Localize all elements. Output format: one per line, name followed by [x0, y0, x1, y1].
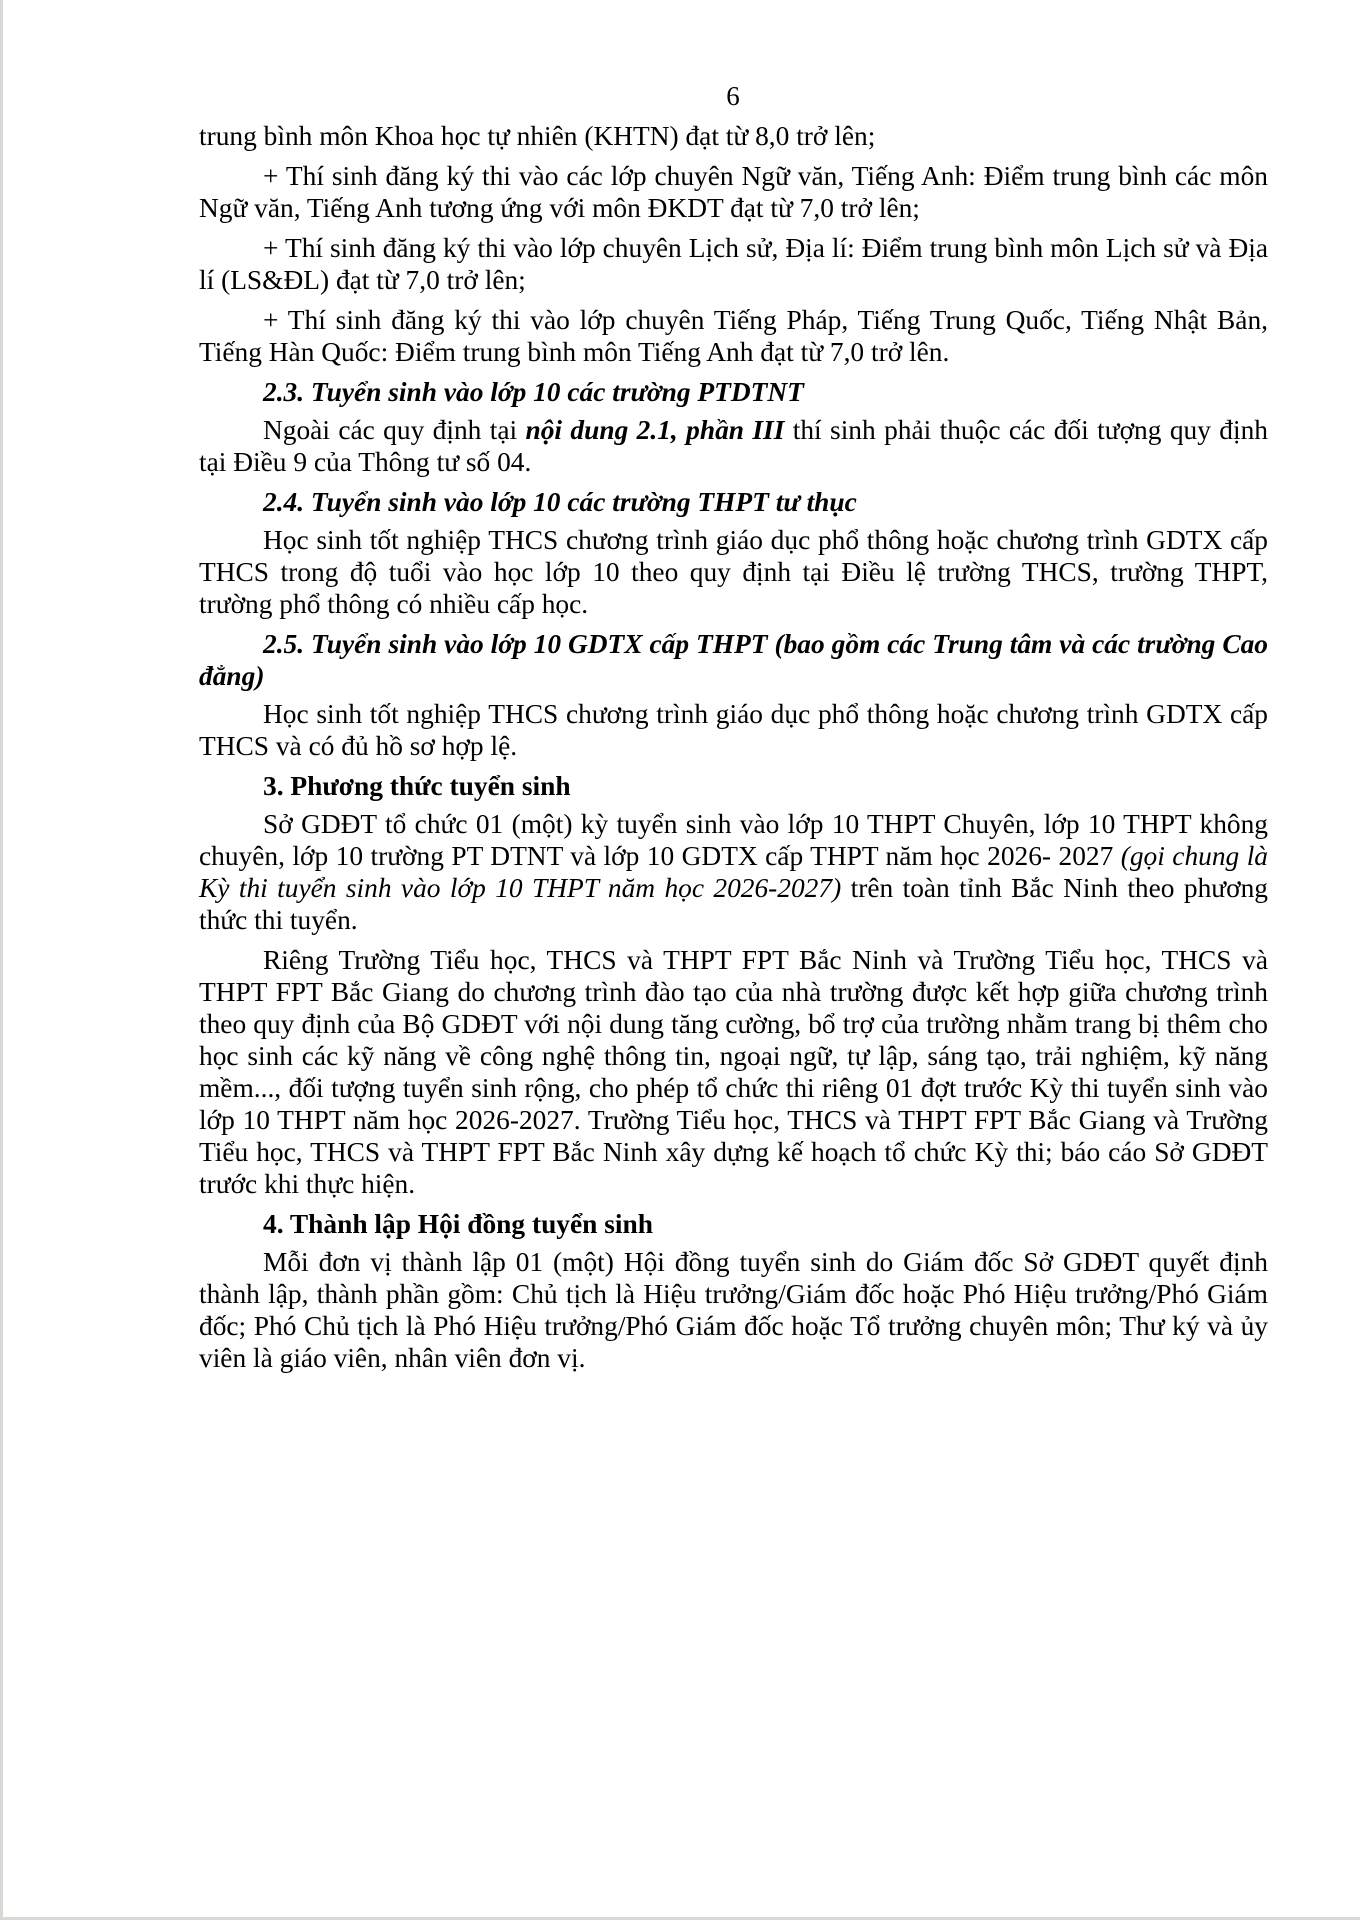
paragraph-fpt-schools: Riêng Trường Tiểu học, THCS và THPT FPT Bắc Ninh và Trường Tiểu học, THCS và THPT FPT Bắc Giang do chương trình đào tạo của nhà trường được kết hợp giữa chương trình theo quy định của Bộ GDĐT với nội dung tăng cường, bổ trợ của trường nhằm trang bị thêm cho học sinh các kỹ năng về công nghệ thông tin, ngoại ngữ, tự lập, sáng tạo, trải nghiệm, kỹ năng mềm..., đối tượng tuyển sinh rộng, cho phép tổ chức thi riêng 01 đợt trước Kỳ thi tuyển sinh vào lớp 10 THPT năm học 2026-2027. Trường Tiểu học, THCS và THPT FPT Bắc Giang và Trường Tiểu học, THCS và THPT FPT Bắc Ninh xây dựng kế hoạch tổ chức Kỳ thi; báo cáo Sở GDĐT trước khi thực hiện. — [199, 945, 1268, 1199]
paragraph-text: Ngoài các quy định tại — [263, 415, 526, 445]
heading-2-4-private-schools: 2.4. Tuyển sinh vào lớp 10 các trường THPT tư thục — [263, 487, 857, 517]
paragraph-text: trên toàn tỉnh Bắc Ninh theo phương thức thi tuyển. — [199, 873, 1268, 935]
heading-2-5-gdtx: 2.5. Tuyển sinh vào lớp 10 GDTX cấp THPT (bao gồm các Trung tâm và các trường Cao đẳng) — [199, 629, 1268, 691]
paragraph-criteria-history-geography: + Thí sinh đăng ký thi vào lớp chuyên Lịch sử, Địa lí: Điểm trung bình môn Lịch sử và Địa lí (LS&ĐL) đạt từ 7,0 trở lên; — [199, 233, 1268, 295]
document-body — [199, 120, 1268, 1382]
paragraph-khtn-continuation: trung bình môn Khoa học tự nhiên (KHTN) đạt từ 8,0 trở lên; — [199, 121, 876, 151]
paragraph-ptdtnt-requirements — [199, 414, 1268, 478]
paragraph-criteria-literature-english: + Thí sinh đăng ký thi vào các lớp chuyên Ngữ văn, Tiếng Anh: Điểm trung bình các môn Ngữ văn, Tiếng Anh tương ứng với môn ĐKDT đạt từ 7,0 trở lên; — [199, 161, 1268, 223]
paragraph-criteria-foreign-languages: + Thí sinh đăng ký thi vào lớp chuyên Tiếng Pháp, Tiếng Trung Quốc, Tiếng Nhật Bản, Tiếng Hàn Quốc: Điểm trung bình môn Tiếng Anh đạt từ 7,0 trở lên. — [199, 305, 1268, 367]
emphasis-exam-name: (gọi chung là Kỳ thi tuyển sinh vào lớp 10 THPT năm học 2026-2027) — [199, 841, 1268, 903]
paragraph-private-schools: Học sinh tốt nghiệp THCS chương trình giáo dục phổ thông hoặc chương trình GDTX cấp THCS trong độ tuổi vào học lớp 10 theo quy định tại Điều lệ trường THCS, trường THPT, trường phổ thông có nhiều cấp học. — [199, 525, 1268, 619]
heading-3-admission-method: 3. Phương thức tuyển sinh — [263, 771, 571, 801]
paragraph-text: Sở GDĐT tổ chức 01 (một) kỳ tuyển sinh vào lớp 10 THPT Chuyên, lớp 10 THPT không chuyên, lớp 10 trường PT DTNT và lớp 10 GDTX cấp THPT năm học 2026- 2027 — [199, 809, 1268, 871]
paragraph-admission-method — [199, 808, 1268, 936]
page-number: 6 — [726, 81, 740, 111]
paragraph-text: thí sinh phải thuộc các đối tượng quy định tại Điều 9 của Thông tư số 04. — [199, 415, 1268, 477]
heading-2-3-ptdtnt: 2.3. Tuyển sinh vào lớp 10 các trường PTDTNT — [263, 377, 804, 407]
emphasis-reference: nội dung 2.1, phần III — [525, 415, 785, 445]
paragraph-admission-council: Mỗi đơn vị thành lập 01 (một) Hội đồng tuyển sinh do Giám đốc Sở GDĐT quyết định thành lập, thành phần gồm: Chủ tịch là Hiệu trưởng/Giám đốc hoặc Phó Hiệu trưởng/Phó Giám đốc; Phó Chủ tịch là Phó Hiệu trưởng/Phó Giám đốc hoặc Tổ trưởng chuyên môn; Thư ký và ủy viên là giáo viên, nhân viên đơn vị. — [199, 1247, 1268, 1373]
paragraph-gdtx: Học sinh tốt nghiệp THCS chương trình giáo dục phổ thông hoặc chương trình GDTX cấp THCS và có đủ hồ sơ hợp lệ. — [199, 699, 1268, 761]
heading-4-admission-council: 4. Thành lập Hội đồng tuyển sinh — [263, 1209, 653, 1239]
